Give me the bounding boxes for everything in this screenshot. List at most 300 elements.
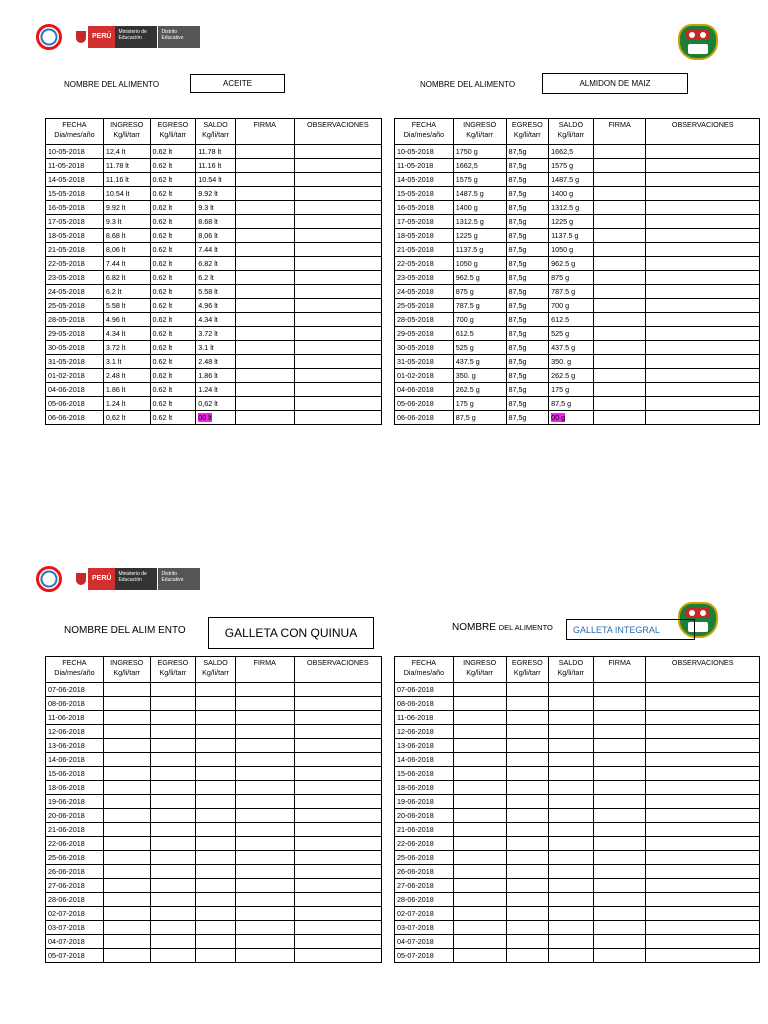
table-cell bbox=[549, 879, 594, 893]
table-cell bbox=[506, 781, 549, 795]
table-cell bbox=[235, 173, 294, 187]
table-cell bbox=[103, 879, 150, 893]
education-logo bbox=[36, 566, 62, 592]
date-cell: 19-06-2018 bbox=[46, 795, 104, 809]
table-row bbox=[395, 159, 760, 173]
table-cell bbox=[593, 781, 646, 795]
table-cell: 0.62 lt bbox=[150, 215, 196, 229]
table-row bbox=[46, 341, 382, 355]
table-cell: 0,62 lt bbox=[103, 411, 150, 425]
date-cell: 21-05-2018 bbox=[46, 243, 104, 257]
table-cell bbox=[150, 725, 196, 739]
table-row bbox=[46, 369, 382, 383]
table-cell: 87,5g bbox=[506, 201, 549, 215]
column-header: SALDO Kg/li/tarr bbox=[549, 657, 594, 683]
table-cell bbox=[235, 907, 294, 921]
table-cell bbox=[593, 935, 646, 949]
table-cell bbox=[294, 215, 381, 229]
table-cell bbox=[646, 851, 760, 865]
table-cell: 87,5g bbox=[506, 355, 549, 369]
table-cell bbox=[103, 711, 150, 725]
table-cell bbox=[646, 327, 760, 341]
date-cell: 18-06-2018 bbox=[46, 781, 104, 795]
table-cell: 87,5g bbox=[506, 215, 549, 229]
table-row bbox=[46, 865, 382, 879]
table-cell bbox=[294, 753, 381, 767]
table-cell bbox=[294, 341, 381, 355]
table-cell bbox=[593, 879, 646, 893]
column-header: OBSERVACIONES bbox=[294, 657, 381, 683]
date-cell: 25-06-2018 bbox=[46, 851, 104, 865]
date-cell: 11-05-2018 bbox=[46, 159, 104, 173]
date-cell: 23-05-2018 bbox=[46, 271, 104, 285]
table-row bbox=[46, 229, 382, 243]
date-cell: 25-05-2018 bbox=[395, 299, 454, 313]
table-cell: 3.1 lt bbox=[103, 355, 150, 369]
table-row bbox=[395, 935, 760, 949]
table-cell bbox=[235, 215, 294, 229]
date-cell: 14-06-2018 bbox=[46, 753, 104, 767]
table-cell bbox=[235, 327, 294, 341]
table-cell: 87,5g bbox=[506, 173, 549, 187]
table-cell bbox=[646, 257, 760, 271]
table-cell bbox=[646, 313, 760, 327]
table-cell: 262.5 g bbox=[549, 369, 594, 383]
date-cell: 25-05-2018 bbox=[46, 299, 104, 313]
table-row bbox=[46, 809, 382, 823]
table-cell: 0.62 lt bbox=[150, 145, 196, 159]
table-cell bbox=[453, 753, 506, 767]
table-row bbox=[46, 949, 382, 963]
table-cell bbox=[294, 921, 381, 935]
table-cell: 4.96 lt bbox=[103, 313, 150, 327]
table-cell bbox=[453, 893, 506, 907]
column-header: FIRMA bbox=[235, 119, 294, 145]
table-row bbox=[46, 753, 382, 767]
table-cell bbox=[646, 935, 760, 949]
table-cell: 7.44 lt bbox=[196, 243, 236, 257]
table-cell bbox=[506, 753, 549, 767]
table-cell: 0,62 lt bbox=[196, 397, 236, 411]
date-cell: 18-05-2018 bbox=[46, 229, 104, 243]
table-cell: 1662,5 bbox=[453, 159, 506, 173]
table-cell bbox=[646, 299, 760, 313]
date-cell: 06-06-2018 bbox=[46, 411, 104, 425]
table-cell bbox=[646, 285, 760, 299]
table-cell bbox=[593, 697, 646, 711]
table-cell: 5.58 lt bbox=[103, 299, 150, 313]
column-header: SALDO Kg/li/tarr bbox=[196, 657, 236, 683]
table-cell bbox=[549, 683, 594, 697]
date-cell: 11-06-2018 bbox=[395, 711, 454, 725]
table-cell bbox=[453, 725, 506, 739]
date-cell: 08-06-2018 bbox=[395, 697, 454, 711]
table-cell bbox=[294, 383, 381, 397]
table-cell bbox=[150, 837, 196, 851]
table-cell bbox=[646, 159, 760, 173]
table-cell bbox=[294, 397, 381, 411]
table-cell bbox=[506, 851, 549, 865]
table-cell bbox=[593, 725, 646, 739]
table-cell bbox=[506, 725, 549, 739]
table-row bbox=[46, 795, 382, 809]
table-cell bbox=[593, 369, 646, 383]
table-cell: 11.16 lt bbox=[103, 173, 150, 187]
table-cell: 1575 g bbox=[453, 173, 506, 187]
table-cell: 87,5 g bbox=[453, 411, 506, 425]
table-cell bbox=[506, 865, 549, 879]
table-cell bbox=[646, 711, 760, 725]
table-cell bbox=[593, 341, 646, 355]
table-cell bbox=[646, 201, 760, 215]
table-cell bbox=[549, 795, 594, 809]
table-cell bbox=[294, 285, 381, 299]
peru-shield-icon bbox=[74, 26, 88, 48]
food-name-box: GALLETA INTEGRAL bbox=[566, 619, 695, 640]
food-name-label: NOMBRE DEL ALIMENTO bbox=[452, 622, 553, 633]
table-cell bbox=[235, 683, 294, 697]
table-cell: 1.24 lt bbox=[103, 397, 150, 411]
food-name-box: GALLETA CON QUINUA bbox=[208, 617, 374, 649]
date-cell: 21-05-2018 bbox=[395, 243, 454, 257]
date-cell: 13-06-2018 bbox=[46, 739, 104, 753]
table-cell bbox=[593, 907, 646, 921]
table-cell bbox=[103, 809, 150, 823]
table-cell bbox=[150, 711, 196, 725]
table-cell bbox=[235, 795, 294, 809]
table-cell bbox=[235, 823, 294, 837]
table-cell bbox=[150, 823, 196, 837]
table-cell bbox=[646, 823, 760, 837]
table-cell bbox=[196, 781, 236, 795]
table-cell bbox=[453, 767, 506, 781]
table-cell bbox=[593, 865, 646, 879]
table-row bbox=[395, 865, 760, 879]
table-cell bbox=[150, 921, 196, 935]
table-cell: 1137.5 g bbox=[549, 229, 594, 243]
table-cell bbox=[294, 837, 381, 851]
table-cell: 0.62 lt bbox=[150, 285, 196, 299]
table-cell bbox=[646, 187, 760, 201]
table-cell bbox=[549, 739, 594, 753]
table-cell: 7.44 lt bbox=[103, 257, 150, 271]
date-cell: 01-02-2018 bbox=[46, 369, 104, 383]
date-cell: 04-06-2018 bbox=[46, 383, 104, 397]
table-cell: 0.62 lt bbox=[150, 355, 196, 369]
table-cell bbox=[150, 781, 196, 795]
table-cell bbox=[196, 893, 236, 907]
table-row bbox=[46, 851, 382, 865]
table-cell bbox=[294, 711, 381, 725]
table-cell bbox=[549, 837, 594, 851]
table-cell bbox=[150, 865, 196, 879]
table-cell: 11.16 lt bbox=[196, 159, 236, 173]
table-cell bbox=[453, 809, 506, 823]
table-cell bbox=[646, 753, 760, 767]
date-cell: 02-07-2018 bbox=[395, 907, 454, 921]
table-cell: 11.78 lt bbox=[103, 159, 150, 173]
table-cell bbox=[646, 173, 760, 187]
table-cell bbox=[593, 313, 646, 327]
table-cell bbox=[646, 949, 760, 963]
table-cell bbox=[294, 851, 381, 865]
date-cell: 30-05-2018 bbox=[395, 341, 454, 355]
table-cell bbox=[235, 767, 294, 781]
table-cell: 00 lt bbox=[196, 411, 236, 425]
table-cell bbox=[235, 397, 294, 411]
table-row bbox=[46, 145, 382, 159]
column-header: OBSERVACIONES bbox=[646, 657, 760, 683]
table-cell bbox=[646, 271, 760, 285]
table-cell bbox=[294, 879, 381, 893]
table-cell: 11.78 lt bbox=[196, 145, 236, 159]
table-cell: 8.68 lt bbox=[103, 229, 150, 243]
table-cell: 787.5 g bbox=[453, 299, 506, 313]
table-row bbox=[46, 159, 382, 173]
table-cell bbox=[103, 753, 150, 767]
table-row bbox=[395, 949, 760, 963]
table-cell bbox=[646, 683, 760, 697]
table-row bbox=[46, 355, 382, 369]
table-cell bbox=[150, 851, 196, 865]
table-cell: 4.96 lt bbox=[196, 299, 236, 313]
date-cell: 02-07-2018 bbox=[46, 907, 104, 921]
table-cell bbox=[593, 201, 646, 215]
table-cell bbox=[150, 753, 196, 767]
table-cell bbox=[549, 921, 594, 935]
table-cell bbox=[235, 145, 294, 159]
table-row bbox=[46, 767, 382, 781]
table-cell bbox=[196, 767, 236, 781]
table-cell bbox=[294, 271, 381, 285]
table-cell bbox=[235, 809, 294, 823]
table-cell bbox=[294, 935, 381, 949]
table-cell: 9.3 lt bbox=[196, 201, 236, 215]
table-cell bbox=[593, 711, 646, 725]
table-cell: 0.62 lt bbox=[150, 299, 196, 313]
table-cell bbox=[150, 949, 196, 963]
table-cell bbox=[235, 725, 294, 739]
table-cell bbox=[646, 921, 760, 935]
table-cell: 525 g bbox=[549, 327, 594, 341]
table-cell bbox=[196, 725, 236, 739]
table-cell bbox=[549, 893, 594, 907]
table-cell bbox=[593, 851, 646, 865]
table-cell bbox=[593, 327, 646, 341]
table-cell bbox=[506, 907, 549, 921]
table-cell bbox=[294, 739, 381, 753]
table-cell bbox=[294, 725, 381, 739]
date-cell: 22-06-2018 bbox=[395, 837, 454, 851]
table-row bbox=[395, 879, 760, 893]
table-cell bbox=[235, 285, 294, 299]
table-cell: 0.62 lt bbox=[150, 173, 196, 187]
table-cell: 1050 g bbox=[453, 257, 506, 271]
table-row bbox=[395, 397, 760, 411]
table-row bbox=[395, 795, 760, 809]
date-cell: 11-05-2018 bbox=[395, 159, 454, 173]
inventory-table-aceite bbox=[45, 118, 382, 425]
table-cell bbox=[549, 697, 594, 711]
table-cell bbox=[593, 243, 646, 257]
table-cell bbox=[549, 907, 594, 921]
table-cell: 9.92 lt bbox=[103, 201, 150, 215]
table-cell bbox=[453, 711, 506, 725]
table-cell bbox=[196, 809, 236, 823]
table-cell: 00 g bbox=[549, 411, 594, 425]
table-cell bbox=[593, 893, 646, 907]
table-cell bbox=[196, 879, 236, 893]
table-cell bbox=[593, 767, 646, 781]
table-cell: 87,5g bbox=[506, 187, 549, 201]
table-cell bbox=[646, 341, 760, 355]
table-cell: 0.62 lt bbox=[150, 257, 196, 271]
table-cell bbox=[646, 795, 760, 809]
table-cell: 87,5 g bbox=[549, 397, 594, 411]
table-cell bbox=[294, 187, 381, 201]
column-header: EGRESO Kg/li/tarr bbox=[506, 119, 549, 145]
table-cell bbox=[593, 921, 646, 935]
column-header: EGRESO Kg/li/tarr bbox=[506, 657, 549, 683]
table-cell: 1137.5 g bbox=[453, 243, 506, 257]
table-cell bbox=[294, 823, 381, 837]
column-header: FECHA Dia/mes/año bbox=[395, 657, 454, 683]
date-cell: 28-05-2018 bbox=[395, 313, 454, 327]
table-cell bbox=[593, 795, 646, 809]
table-row bbox=[46, 823, 382, 837]
table-row bbox=[395, 285, 760, 299]
inventory-table-galleta-integral bbox=[394, 656, 760, 963]
table-cell: 175 g bbox=[549, 383, 594, 397]
table-cell bbox=[235, 355, 294, 369]
table-cell: 6.82 lt bbox=[196, 257, 236, 271]
table-cell: 6.2 lt bbox=[103, 285, 150, 299]
table-row bbox=[46, 271, 382, 285]
table-cell bbox=[549, 753, 594, 767]
date-cell: 29-05-2018 bbox=[395, 327, 454, 341]
table-cell bbox=[294, 369, 381, 383]
table-row bbox=[46, 907, 382, 921]
table-cell: 87,5g bbox=[506, 327, 549, 341]
table-cell: 875 g bbox=[453, 285, 506, 299]
table-cell bbox=[646, 215, 760, 229]
table-cell bbox=[549, 823, 594, 837]
table-cell bbox=[196, 739, 236, 753]
date-cell: 30-05-2018 bbox=[46, 341, 104, 355]
table-cell bbox=[235, 851, 294, 865]
table-row bbox=[46, 187, 382, 201]
date-cell: 14-06-2018 bbox=[395, 753, 454, 767]
table-cell bbox=[453, 697, 506, 711]
table-cell bbox=[150, 739, 196, 753]
table-cell bbox=[453, 879, 506, 893]
table-cell bbox=[103, 921, 150, 935]
date-cell: 04-06-2018 bbox=[395, 383, 454, 397]
food-name-label: NOMBRE DEL ALIM ENTO bbox=[64, 625, 186, 636]
education-logo bbox=[36, 24, 62, 50]
table-cell: 0.62 lt bbox=[150, 243, 196, 257]
table-cell: 962.5 g bbox=[453, 271, 506, 285]
table-cell bbox=[593, 739, 646, 753]
table-cell: 0.62 lt bbox=[150, 229, 196, 243]
table-row bbox=[395, 725, 760, 739]
date-cell: 15-05-2018 bbox=[395, 187, 454, 201]
table-cell bbox=[150, 879, 196, 893]
table-row bbox=[395, 215, 760, 229]
table-cell bbox=[294, 313, 381, 327]
date-cell: 27-06-2018 bbox=[46, 879, 104, 893]
table-row bbox=[395, 383, 760, 397]
table-row bbox=[46, 711, 382, 725]
date-cell: 28-05-2018 bbox=[46, 313, 104, 327]
table-cell bbox=[235, 187, 294, 201]
table-cell bbox=[196, 697, 236, 711]
date-cell: 19-06-2018 bbox=[395, 795, 454, 809]
column-header: EGRESO Kg/li/tarr bbox=[150, 657, 196, 683]
table-cell: 1575 g bbox=[549, 159, 594, 173]
table-cell bbox=[103, 683, 150, 697]
table-cell: 8,06 lt bbox=[196, 229, 236, 243]
table-cell bbox=[150, 893, 196, 907]
column-header: SALDO Kg/li/tarr bbox=[549, 119, 594, 145]
table-row bbox=[395, 767, 760, 781]
table-row bbox=[46, 299, 382, 313]
table-cell bbox=[593, 187, 646, 201]
table-cell bbox=[453, 739, 506, 753]
table-cell: 4.34 lt bbox=[103, 327, 150, 341]
date-cell: 24-05-2018 bbox=[46, 285, 104, 299]
table-cell bbox=[150, 907, 196, 921]
date-cell: 17-05-2018 bbox=[395, 215, 454, 229]
table-cell bbox=[506, 949, 549, 963]
table-cell bbox=[235, 921, 294, 935]
date-cell: 25-06-2018 bbox=[395, 851, 454, 865]
table-cell bbox=[593, 145, 646, 159]
table-cell bbox=[593, 257, 646, 271]
table-cell bbox=[196, 711, 236, 725]
table-cell: 87,5g bbox=[506, 397, 549, 411]
table-row bbox=[395, 355, 760, 369]
table-cell bbox=[103, 767, 150, 781]
table-row bbox=[46, 781, 382, 795]
table-cell: 10.54 lt bbox=[103, 187, 150, 201]
date-cell: 26-06-2018 bbox=[46, 865, 104, 879]
table-row bbox=[395, 327, 760, 341]
table-cell bbox=[506, 809, 549, 823]
table-row bbox=[46, 725, 382, 739]
table-cell bbox=[646, 355, 760, 369]
table-row bbox=[395, 271, 760, 285]
table-row bbox=[46, 921, 382, 935]
date-cell: 31-05-2018 bbox=[395, 355, 454, 369]
date-cell: 04-07-2018 bbox=[395, 935, 454, 949]
table-cell: 1050 g bbox=[549, 243, 594, 257]
table-cell bbox=[549, 935, 594, 949]
table-cell bbox=[294, 795, 381, 809]
table-cell bbox=[506, 837, 549, 851]
table-row bbox=[395, 187, 760, 201]
table-row bbox=[46, 739, 382, 753]
table-row bbox=[395, 369, 760, 383]
date-cell: 28-06-2018 bbox=[395, 893, 454, 907]
table-cell bbox=[294, 949, 381, 963]
table-cell: 87,5g bbox=[506, 341, 549, 355]
date-cell: 07-06-2018 bbox=[395, 683, 454, 697]
table-cell bbox=[453, 921, 506, 935]
table-cell: 1225 g bbox=[549, 215, 594, 229]
table-row bbox=[395, 257, 760, 271]
date-cell: 23-05-2018 bbox=[395, 271, 454, 285]
